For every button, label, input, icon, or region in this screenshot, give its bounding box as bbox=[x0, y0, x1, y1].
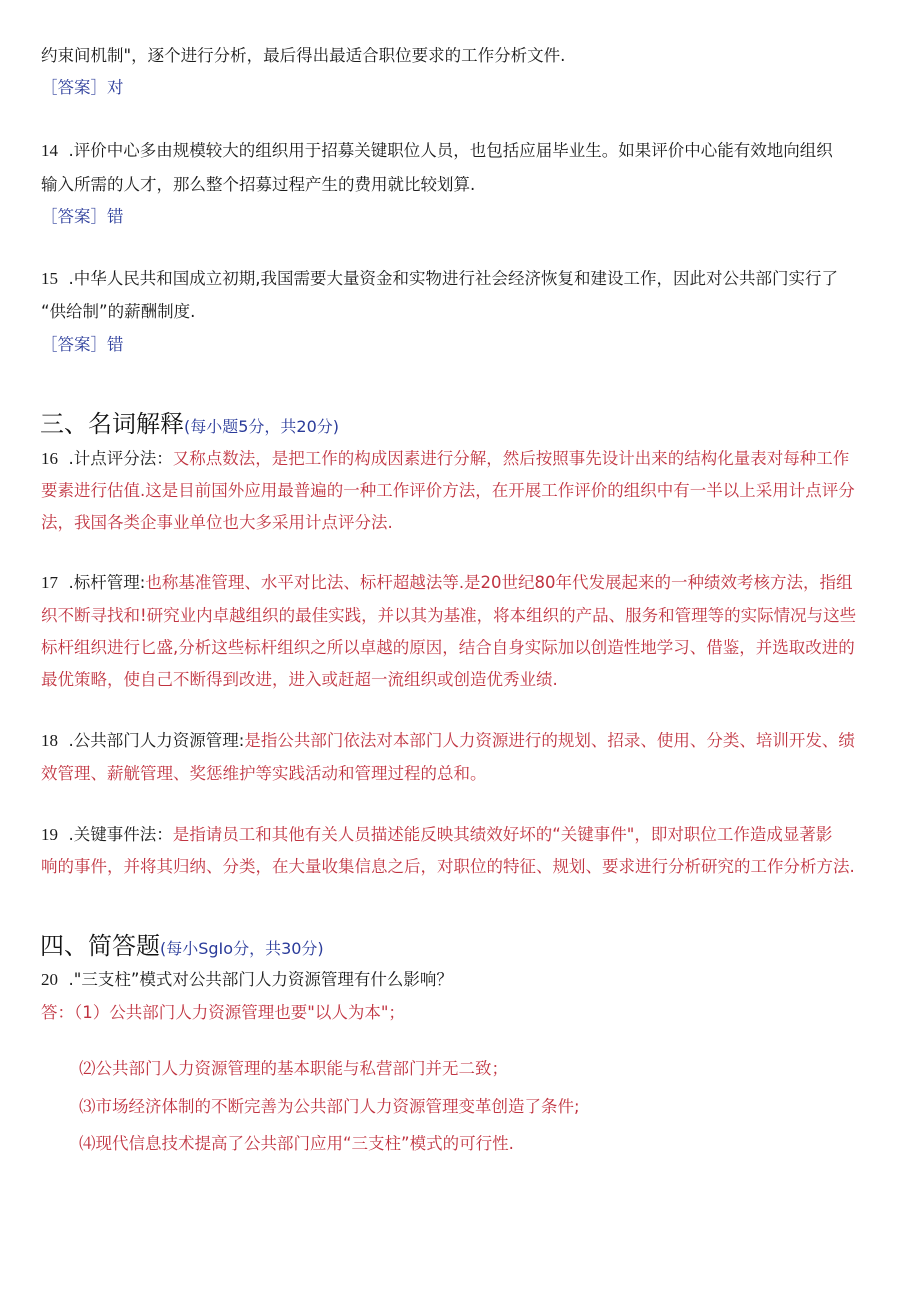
q15-text-line2: “供给制”的薪酬制度. bbox=[41, 302, 196, 321]
q15-answer: ［答案］错 bbox=[41, 335, 124, 354]
section4-note: (每小SgIo分，共30分) bbox=[160, 939, 324, 958]
q19-definition: 是指请员工和其他有关人员描述能反映其绩效好坏的“关键事件"，即对职位工作造成显著影 bbox=[172, 825, 833, 844]
q20-question: ."三支柱”模式对公共部门人力资源管理有什么影响？ bbox=[68, 970, 453, 989]
section3-title: 三、名词解释 bbox=[40, 410, 184, 438]
section4-title: 四、简答题 bbox=[40, 932, 160, 960]
q16-text-line3: 法，我国各类企事业单位也大多采用计点评分法. bbox=[41, 513, 393, 532]
q18-number: 18 bbox=[41, 731, 58, 750]
q19-term: .关键事件法： bbox=[68, 825, 173, 844]
q17-text-line1 bbox=[41, 572, 853, 594]
q19-number: 19 bbox=[41, 825, 58, 844]
q20-answer-line1 bbox=[41, 1002, 405, 1024]
q14-text-line1 bbox=[41, 140, 833, 162]
q16-text-line1 bbox=[41, 448, 849, 470]
q20-point4: ⑷现代信息技术提高了公共部门应用“三支柱”模式的可行性. bbox=[79, 1134, 514, 1153]
q13-text-line2: 约束间机制"，逐个进行分析，最后得出最适合职位要求的工作分析文件. bbox=[41, 46, 566, 65]
q18-text-line1 bbox=[41, 730, 855, 752]
q16-number: 16 bbox=[41, 449, 58, 468]
q16-definition: 又称点数法，是把工作的构成因素进行分解，然后按照事先设计出来的结构化量表对每种工作 bbox=[172, 449, 850, 468]
section3-heading bbox=[40, 409, 339, 442]
q18-text-line2: 效管理、薪觥管理、奖惩维护等实践活动和管理过程的总和。 bbox=[41, 764, 487, 783]
q20-number: 20 bbox=[41, 970, 58, 989]
q17-text-line2: 织不断寻找和!研究业内卓越组织的最佳实践，并以其为基准，将本组织的产品、服务和管理等的实际情况与这些 bbox=[41, 606, 857, 625]
q20-question-line bbox=[41, 969, 453, 991]
q15-number: 15 bbox=[41, 269, 58, 288]
q13-answer: ［答案］对 bbox=[41, 78, 124, 97]
section4-heading bbox=[40, 931, 324, 964]
q14-answer: ［答案］错 bbox=[41, 207, 124, 226]
q15-text-line1 bbox=[41, 268, 838, 290]
q15-text: .中华人民共和国成立初期,我国需要大量资金和实物进行社会经济恢复和建设工作，因此对公共部门实行了 bbox=[68, 269, 838, 288]
q19-text-line1 bbox=[41, 824, 832, 846]
q17-text-line3: 标杆组织进行匕盛,分析这些标杆组织之所以卓越的原因，结合自身实际加以创造性地学习、借鉴，并选取改进的 bbox=[41, 638, 855, 657]
section3-note: (每小题5分，共20分) bbox=[184, 417, 340, 436]
q14-text-line2: 输入所需的人才，那么整个招募过程产生的费用就比较划算. bbox=[41, 175, 476, 194]
q14-number: 14 bbox=[41, 141, 58, 160]
q14-text: .评价中心多由规模较大的组织用于招募关键职位人员，也包括应届毕业生。如果评价中心能有效地向组织 bbox=[68, 141, 833, 160]
q17-definition: 也称基准管理、水平对比法、标杆超越法等.是20世纪80年代发展起来的一种绩效考核方法，指组 bbox=[145, 573, 853, 592]
q20-point2: ⑵公共部门人力资源管理的基本职能与私营部门并无二致； bbox=[79, 1059, 508, 1078]
q16-term: .计点评分法： bbox=[68, 449, 173, 468]
q17-number: 17 bbox=[41, 573, 58, 592]
q20-answer-label: 答： bbox=[41, 1003, 74, 1022]
q18-definition: 是指公共部门依法对本部门人力资源进行的规划、招录、使用、分类、培训开发、绩 bbox=[244, 731, 855, 750]
q18-term: .公共部门人力资源管理: bbox=[68, 731, 245, 750]
q17-text-line4: 最优策略，使自己不断得到改进，进入或赶超一流组织或创造优秀业绩. bbox=[41, 670, 558, 689]
q20-point3: ⑶市场经济体制的不断完善为公共部门人力资源管理变革创造了条件; bbox=[79, 1097, 580, 1116]
q20-point1: （1）公共部门人力资源管理也要"以人为本"； bbox=[74, 1003, 405, 1022]
q17-term: .标杆管理: bbox=[68, 573, 146, 592]
q16-text-line2: 要素进行估值.这是目前国外应用最普遍的一种工作评价方法，在开展工作评价的组织中有一半以上采用计点评分 bbox=[41, 481, 855, 500]
q19-text-line2: 响的事件，并将其归纳、分类，在大量收集信息之后，对职位的特征、规划、要求进行分析研究的工作分析方法. bbox=[41, 857, 855, 876]
